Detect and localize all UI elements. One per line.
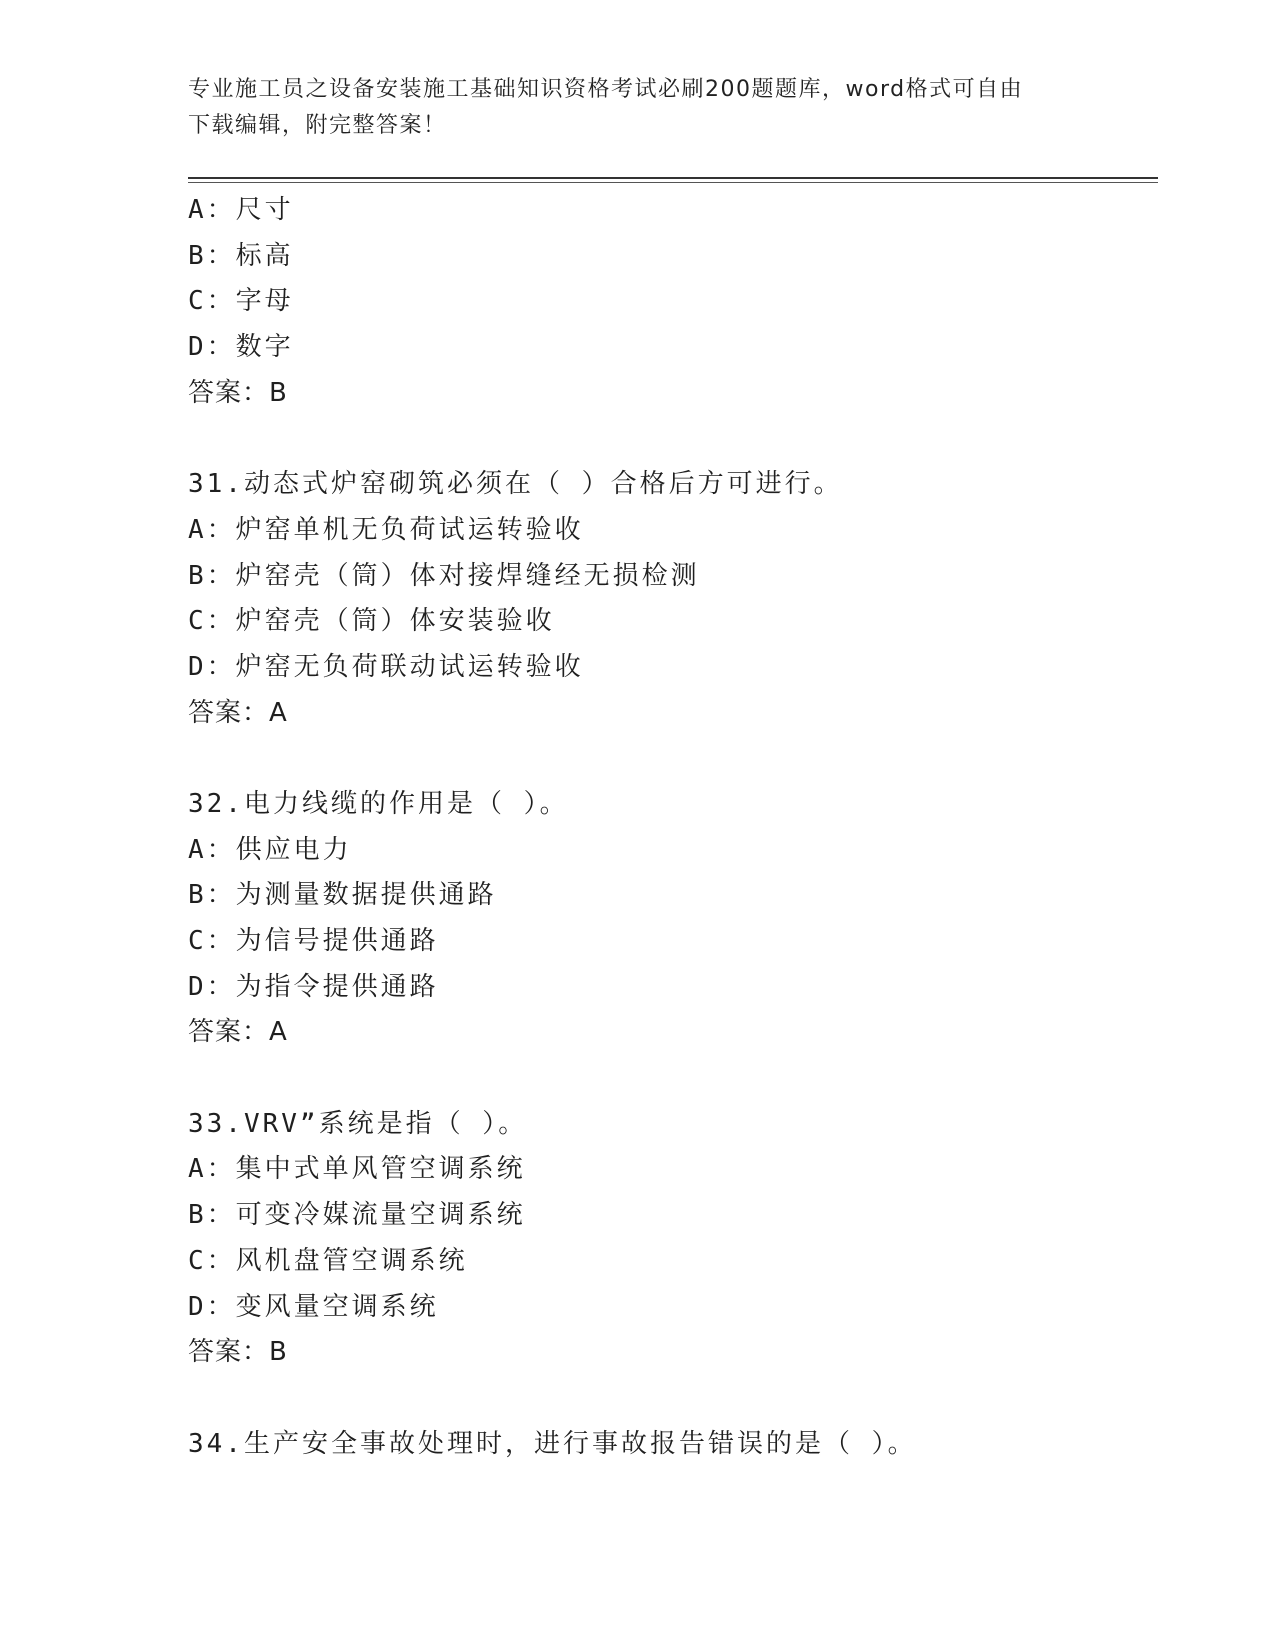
question-stem: 31.动态式炉窑砌筑必须在（ ）合格后方可进行。: [188, 469, 843, 500]
question-stem: 34.生产安全事故处理时，进行事故报告错误的是（ ）。: [188, 1428, 917, 1459]
question-content: [188, 188, 1148, 1467]
option-a: A：集中式单风管空调系统: [188, 1154, 526, 1185]
question-33: [188, 1102, 1148, 1376]
option-c: C：字母: [188, 286, 294, 317]
header-divider-thick: [188, 177, 1158, 179]
document-header: [188, 72, 1068, 144]
option-d: D：变风量空调系统: [188, 1291, 439, 1322]
question-34: [188, 1422, 1148, 1468]
option-d: D：炉窑无负荷联动试运转验收: [188, 651, 584, 682]
question-stem: 33.VRV”系统是指（ ）。: [188, 1108, 528, 1139]
option-d: D：为指令提供通路: [188, 971, 439, 1002]
question-32: [188, 782, 1148, 1056]
answer-line: 答案：B: [188, 377, 288, 408]
answer-line: 答案：A: [188, 697, 288, 728]
option-c: C：为信号提供通路: [188, 926, 439, 956]
option-c: C：炉窑壳（筒）体安装验收: [188, 606, 555, 637]
option-a: A：供应电力: [188, 834, 352, 865]
option-b: B：可变冷媒流量空调系统: [188, 1200, 526, 1231]
question-stem: 32.电力线缆的作用是（ ）。: [188, 788, 569, 819]
option-a: A：尺寸: [188, 195, 294, 225]
answer-line: 答案：A: [188, 1017, 288, 1048]
option-b: B：标高: [188, 240, 294, 271]
option-a: A：炉窑单机无负荷试运转验收: [188, 514, 584, 545]
option-d: D：数字: [188, 332, 294, 363]
option-b: B：为测量数据提供通路: [188, 880, 497, 911]
carryover-question: [188, 188, 1148, 416]
option-b: B：炉窑壳（筒）体对接焊缝经无损检测: [188, 560, 700, 591]
header-line-2: 下载编辑，附完整答案！: [188, 113, 447, 138]
option-c: C：风机盘管空调系统: [188, 1245, 468, 1276]
header-line-1: 专业施工员之设备安装施工基础知识资格考试必刷200题题库，word格式可自由: [188, 77, 1024, 102]
header-divider-thin: [188, 182, 1158, 183]
answer-line: 答案：B: [188, 1337, 288, 1368]
question-31: [188, 462, 1148, 736]
